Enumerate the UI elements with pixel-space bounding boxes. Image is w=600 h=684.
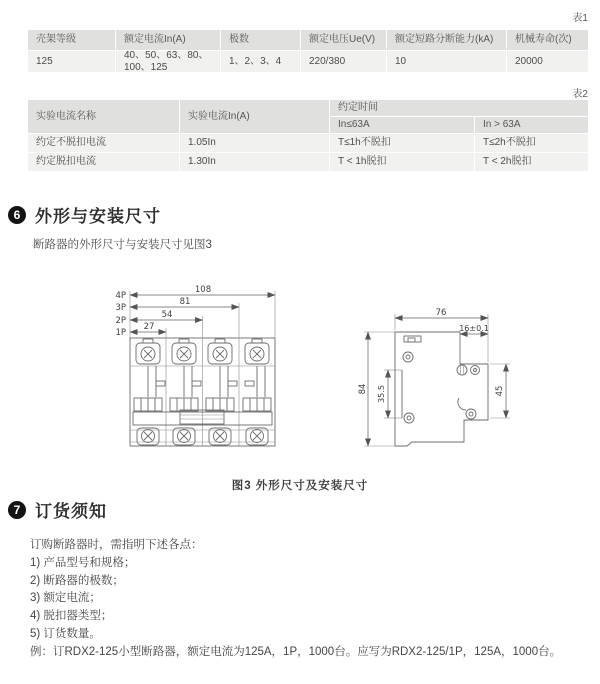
table1-header-cell: 额定电流In(A) xyxy=(116,30,220,50)
table1-header-cell: 额定短路分断能力(kA) xyxy=(387,30,506,50)
dim-label-1p: 27 xyxy=(143,322,155,332)
table2-data-cell: 约定不脱扣电流 xyxy=(28,134,179,152)
dim-label-rail: 35.5 xyxy=(377,385,386,403)
ratings-table xyxy=(28,30,588,72)
table2-data-cell: T≤2h不脱扣 xyxy=(475,134,588,152)
table1-data-cell: 10 xyxy=(387,51,506,72)
dim-label-notch: 16±0.1 xyxy=(459,324,489,333)
table1-data-cell: 20000 xyxy=(507,51,588,72)
dim-label-2p: 54 xyxy=(161,310,173,320)
dim-label-4p: 108 xyxy=(194,285,212,295)
section7-heading xyxy=(8,497,107,522)
table1-tag: 表1 xyxy=(572,13,588,24)
dim-label-3p: 81 xyxy=(179,297,191,307)
table1-data-cell: 1、2、3、4 xyxy=(221,51,300,72)
ordering-item: 3) 额定电流； xyxy=(30,592,101,605)
dim-label-front-height: 45 xyxy=(495,385,505,397)
pole-label-3p: 3P xyxy=(115,303,126,313)
section7-number-icon: 7 xyxy=(8,501,26,519)
section6-subtitle: 断路器的外形尺寸与安装尺寸见图3 xyxy=(33,239,212,251)
section6-heading xyxy=(8,202,161,227)
dimension-figure xyxy=(0,270,600,476)
table2-data-cell: 约定脱扣电流 xyxy=(28,153,179,171)
side-dimensions xyxy=(358,308,510,446)
table1-data-cell: 220/380 xyxy=(301,51,386,72)
table2-data-cell: 1.30In xyxy=(180,153,329,171)
table1-header-cell: 额定电压Ue(V) xyxy=(301,30,386,50)
table1-data-cell: 40、50、63、80、100、125 xyxy=(116,51,220,72)
ordering-item: 2) 断路器的极数； xyxy=(30,574,124,587)
ordering-item: 5) 订货数量。 xyxy=(30,627,101,640)
table2-data-cell: 1.05In xyxy=(180,134,329,152)
table2-data-cell: T < 1h脱扣 xyxy=(330,153,474,171)
side-view xyxy=(358,308,510,446)
pole-label-4p: 4P xyxy=(115,291,126,301)
table2-header-cell: 实验电流名称 xyxy=(28,100,179,133)
table2-header-cell: 约定时间 xyxy=(330,100,588,116)
table2-subheader-cell: In≤63A xyxy=(330,117,474,133)
dim-label-width: 76 xyxy=(435,308,447,318)
trip-time-table xyxy=(28,100,588,171)
ordering-notes xyxy=(30,537,561,662)
front-view xyxy=(115,285,275,446)
table2-data-cell: T≤1h不脱扣 xyxy=(330,134,474,152)
ordering-item: 4) 脱扣器类型； xyxy=(30,610,113,623)
ordering-intro: 订购断路器时，需指明下述各点： xyxy=(30,539,203,551)
table1-header-cell: 机械寿命(次) xyxy=(507,30,588,50)
section7-title: 订货须知 xyxy=(35,502,107,521)
table1-header-cell: 极数 xyxy=(221,30,300,50)
table2-header-cell: 实验电流In(A) xyxy=(180,100,329,133)
dim-label-height: 84 xyxy=(358,383,368,395)
ordering-example: 例：订RDX2-125小型断路器，额定电流为125A，1P，1000台。应写为RDX2-125/1P，125A，1000台。 xyxy=(30,645,562,658)
pole-label-1p: 1P xyxy=(115,328,126,338)
figure-caption: 图3 外形尺寸及安装尺寸 xyxy=(231,480,369,492)
table2-tag: 表2 xyxy=(572,89,588,100)
section6-title: 外形与安装尺寸 xyxy=(35,207,161,226)
table2-data-cell: T < 2h脱扣 xyxy=(475,153,588,171)
table2-subheader-cell: In > 63A xyxy=(475,117,588,133)
section6-number-icon: 6 xyxy=(8,206,26,224)
table1-header-cell: 壳架等级 xyxy=(28,30,115,50)
ordering-item: 1) 产品型号和规格； xyxy=(30,556,136,569)
table1-data-cell: 125 xyxy=(28,51,115,72)
front-dimensions xyxy=(115,285,275,338)
pole-label-2p: 2P xyxy=(115,316,126,326)
